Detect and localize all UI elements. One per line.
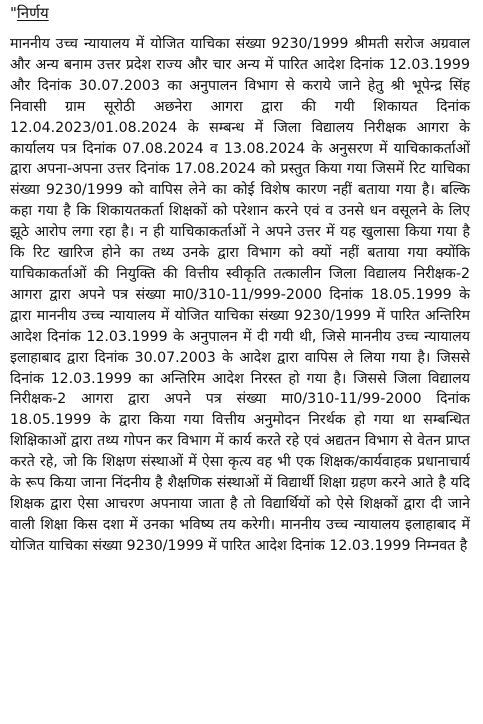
heading-title: निर्णय: [16, 4, 49, 22]
section-heading: [10, 2, 470, 24]
opening-quote-mark: ": [10, 4, 17, 22]
body-paragraph: माननीय उच्च न्यायालय में योजित याचिका संख्या 9230/1999 श्रीमती सरोज अग्रवाल और अन्य बनाम उत्तर प्रदेश राज्य और चार अन्य में पारित आदेश दिनांक 12.03.1999 और दिनांक 30.07.2003 का अनुपालन विभाग से कराये जाने हेतु श्री भूपेन्द्र सिंह निवासी ग्राम सूरोठी अछनेरा आगरा द्वारा की गयी शिकायत दिनांक 12.04.2023/01.08.2024 के सम्बन्ध में जिला विद्यालय निरीक्षक आगरा के कार्यालय पत्र दिनांक 07.08.2024 व 13.08.2024 के अनुसरण में याचिकाकर्ताओं द्वारा अपना-अपना उत्तर दिनांक 17.08.2024 को प्रस्तुत किया गया जिसमें रिट याचिका संख्या 9230/1999 को वापिस लेने का कोई विशेष कारण नहीं बताया गया है। बल्कि कहा गया है कि शिकायतकर्ता शिक्षकों को परेशान करने एवं व उनसे धन वसूलने के लिए झूठे आरोप लगा रहा है। न ही याचिकाकर्ताओं ने अपने उत्तर में यह खुलासा किया गया है कि रिट खारिज होने का तथ्य उनके द्वारा विभाग को क्यों नहीं बताया गया क्योंकि याचिकाकर्ताओं की नियुक्ति की वित्तीय स्वीकृति तत्कालीन जिला विद्यालय निरीक्षक-2 आगरा द्वारा अपने पत्र संख्या मा0/310-11/999-2000 दिनांक 18.05.1999 के द्वारा माननीय उच्च न्यायालय में योजित याचिका संख्या 9230/1999 में पारित अन्तिरिम आदेश दिनांक 12.03.1999 के अनुपालन में दी गयी थी, जिसे माननीय उच्च न्यायालय इलाहाबाद द्वारा दिनांक 30.07.2003 के आदेश द्वारा वापिस ले लिया गया है। जिससे दिनांक 12.03.1999 का अन्तिरिम आदेश निरस्त हो गया है। जिससे जिला विद्यालय निरीक्षक-2 आगरा द्वारा अपने पत्र संख्या मा0/310-11/99-2000 दिनांक 18.05.1999 के द्वारा किया गया वित्तीय अनुमोदन निरर्थक हो गया था सम्बन्धित शिक्षिकाओं द्वारा तथ्य गोपन कर विभाग में कार्य करते रहे एवं अद्यतन विभाग से वेतन प्राप्त करते रहे, जो कि शिक्षण संस्थाओं में ऐसा कृत्य वह भी एक शिक्षक/कार्यवाहक प्रधानाचार्य के रूप किया जाना निंदनीय है शैक्षणिक संस्थाओं में विद्यार्थी शिक्षा ग्रहण करने आते है यदि शिक्षक द्वारा ऐसा आचरण अपनाया जाता है तो विद्यार्थियों को ऐसे शिक्षकों द्वारा दी जाने वाली शिक्षा किस दशा में उनका भविष्य तय करेगी। माननीय उच्च न्यायालय इलाहाबाद में योजित याचिका संख्या 9230/1999 में पारित आदेश दिनांक 12.03.1999 निम्नवत है: [10, 36, 470, 554]
